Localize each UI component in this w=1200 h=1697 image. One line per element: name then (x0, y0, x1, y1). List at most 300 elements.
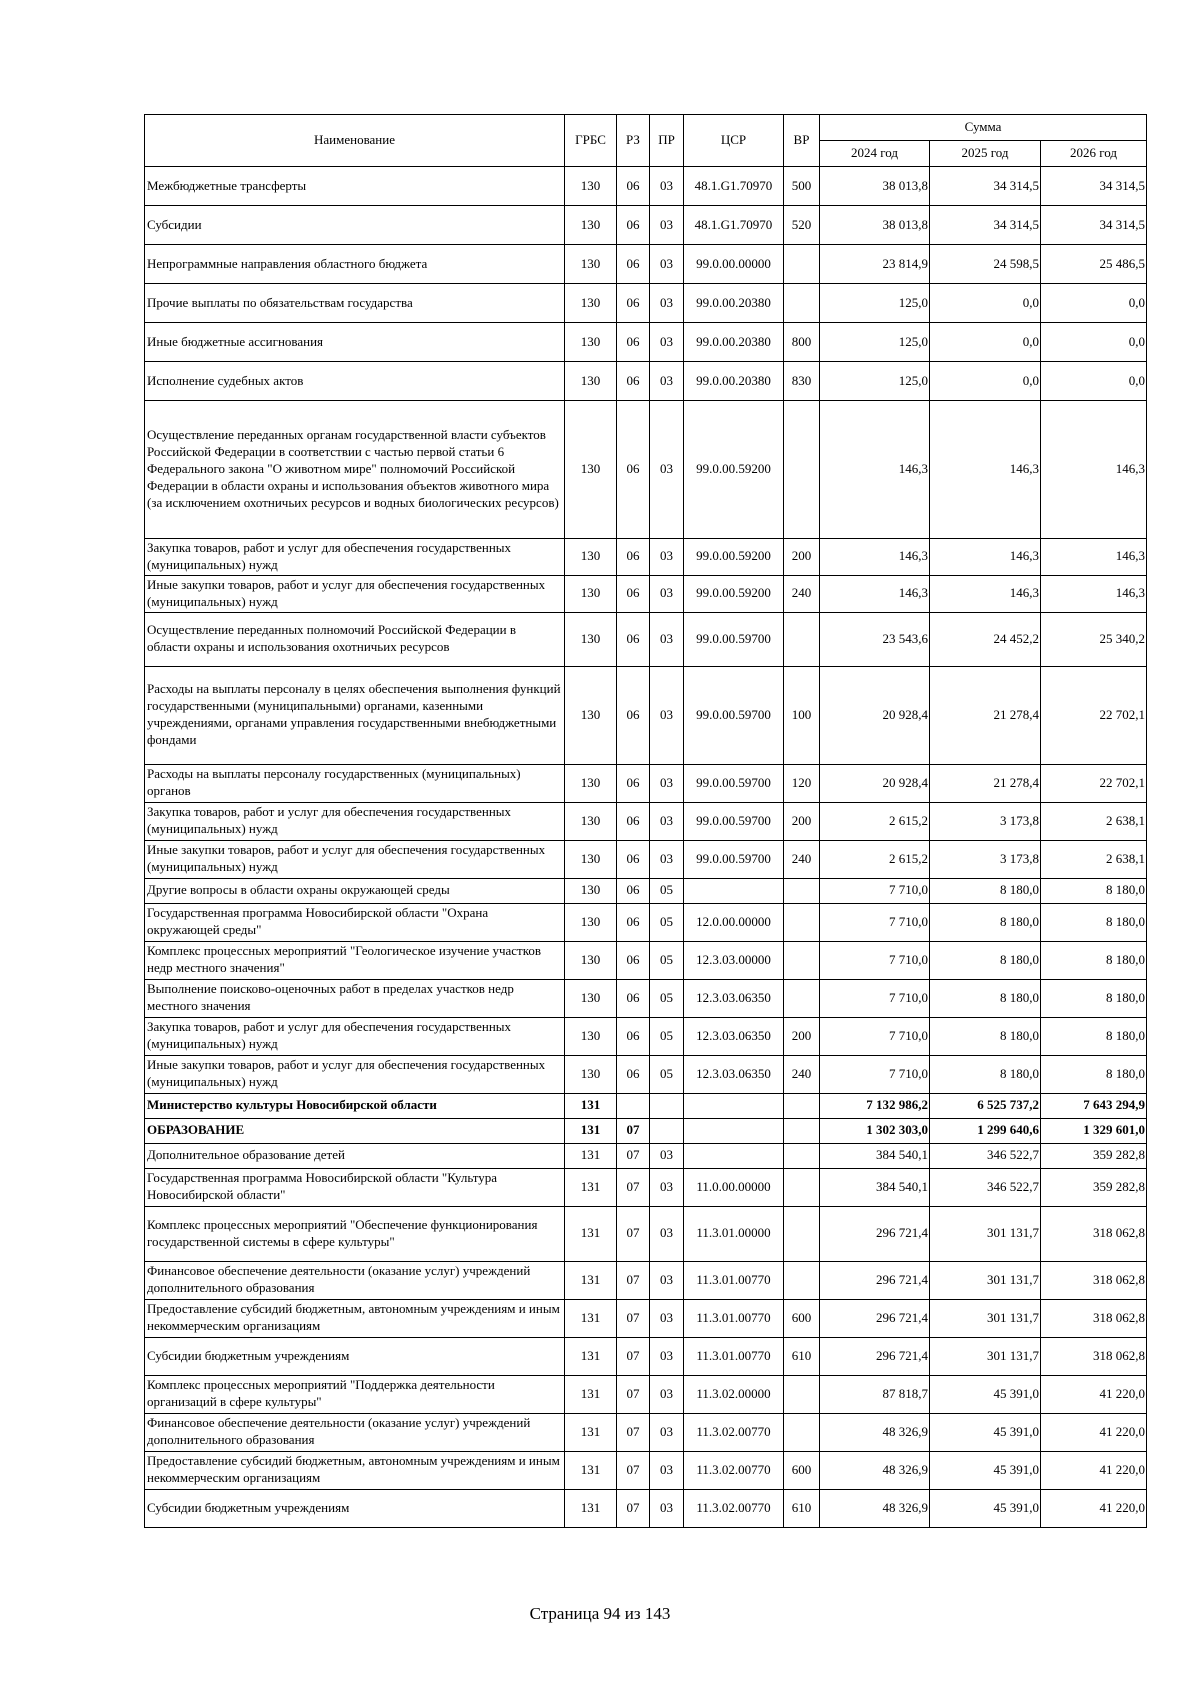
cell-csr: 99.0.00.20380 (684, 362, 784, 401)
cell-grbs: 130 (565, 802, 617, 840)
cell-y2025: 8 180,0 (930, 979, 1041, 1017)
table-row (145, 284, 1147, 323)
cell-csr: 99.0.00.59700 (684, 802, 784, 840)
cell-y2026: 22 702,1 (1041, 764, 1147, 802)
cell-vr: 500 (784, 167, 820, 206)
cell-y2024: 146,3 (820, 401, 930, 539)
cell-name: Субсидии (145, 206, 565, 245)
cell-name: Непрограммные направления областного бюджета (145, 245, 565, 284)
cell-y2024: 7 132 986,2 (820, 1093, 930, 1118)
table-row (145, 1261, 1147, 1299)
cell-name: Закупка товаров, работ и услуг для обеспечения государственных (муниципальных) нужд (145, 539, 565, 576)
cell-y2025: 8 180,0 (930, 1017, 1041, 1055)
cell-y2024: 7 710,0 (820, 903, 930, 941)
cell-y2026: 8 180,0 (1041, 878, 1147, 903)
cell-grbs: 130 (565, 167, 617, 206)
cell-rz (617, 1093, 650, 1118)
cell-csr: 11.3.02.00770 (684, 1451, 784, 1489)
cell-csr: 99.0.00.59700 (684, 840, 784, 878)
cell-rz: 06 (617, 802, 650, 840)
cell-vr (784, 1413, 820, 1451)
cell-pr: 03 (650, 802, 684, 840)
cell-grbs: 131 (565, 1337, 617, 1375)
cell-name: Предоставление субсидий бюджетным, автономным учреждениям и иным некоммерческим организациям (145, 1299, 565, 1337)
cell-y2024: 384 540,1 (820, 1143, 930, 1168)
cell-name: Предоставление субсидий бюджетным, автономным учреждениям и иным некоммерческим организациям (145, 1451, 565, 1489)
cell-y2024: 48 326,9 (820, 1451, 930, 1489)
cell-grbs: 130 (565, 840, 617, 878)
cell-rz: 06 (617, 401, 650, 539)
cell-grbs: 130 (565, 979, 617, 1017)
table-row (145, 878, 1147, 903)
cell-csr: 99.0.00.59700 (684, 612, 784, 666)
cell-y2026: 8 180,0 (1041, 941, 1147, 979)
cell-rz: 06 (617, 575, 650, 612)
cell-csr: 11.3.01.00770 (684, 1299, 784, 1337)
cell-rz: 06 (617, 206, 650, 245)
cell-y2024: 296 721,4 (820, 1261, 930, 1299)
cell-name: Выполнение поисково-оценочных работ в пределах участков недр местного значения (145, 979, 565, 1017)
header-year-2025: 2025 год (930, 141, 1041, 167)
table-row (145, 245, 1147, 284)
cell-csr: 11.0.00.00000 (684, 1168, 784, 1206)
cell-y2025: 3 173,8 (930, 840, 1041, 878)
cell-y2024: 7 710,0 (820, 1055, 930, 1093)
cell-y2026: 318 062,8 (1041, 1337, 1147, 1375)
cell-vr (784, 1118, 820, 1143)
cell-y2026: 0,0 (1041, 362, 1147, 401)
cell-y2024: 296 721,4 (820, 1299, 930, 1337)
cell-y2026: 359 282,8 (1041, 1143, 1147, 1168)
cell-y2025: 21 278,4 (930, 666, 1041, 764)
header-grbs: ГРБС (565, 115, 617, 167)
cell-csr: 99.0.00.59700 (684, 666, 784, 764)
cell-pr: 03 (650, 245, 684, 284)
table-row (145, 903, 1147, 941)
cell-csr: 11.3.02.00770 (684, 1489, 784, 1527)
cell-csr: 99.0.00.59700 (684, 764, 784, 802)
table-row (145, 1413, 1147, 1451)
cell-name: Иные бюджетные ассигнования (145, 323, 565, 362)
cell-csr: 12.3.03.06350 (684, 1055, 784, 1093)
cell-y2024: 296 721,4 (820, 1206, 930, 1261)
header-csr: ЦСР (684, 115, 784, 167)
table-row (145, 167, 1147, 206)
cell-y2024: 125,0 (820, 284, 930, 323)
cell-y2025: 3 173,8 (930, 802, 1041, 840)
cell-name: Комплекс процессных мероприятий "Геологическое изучение участков недр местного значения" (145, 941, 565, 979)
cell-rz: 07 (617, 1375, 650, 1413)
table-row (145, 1143, 1147, 1168)
cell-csr: 99.0.00.20380 (684, 323, 784, 362)
cell-vr: 600 (784, 1451, 820, 1489)
table-row (145, 1168, 1147, 1206)
cell-pr: 03 (650, 764, 684, 802)
cell-name: Иные закупки товаров, работ и услуг для обеспечения государственных (муниципальных) нужд (145, 840, 565, 878)
cell-pr (650, 1118, 684, 1143)
cell-pr: 03 (650, 206, 684, 245)
cell-rz: 06 (617, 284, 650, 323)
cell-vr: 200 (784, 539, 820, 576)
cell-rz: 06 (617, 612, 650, 666)
cell-vr: 100 (784, 666, 820, 764)
cell-pr: 05 (650, 903, 684, 941)
table-row (145, 666, 1147, 764)
cell-y2026: 34 314,5 (1041, 206, 1147, 245)
cell-pr: 03 (650, 1489, 684, 1527)
cell-vr: 240 (784, 1055, 820, 1093)
cell-y2024: 20 928,4 (820, 764, 930, 802)
cell-rz: 06 (617, 1017, 650, 1055)
cell-rz: 07 (617, 1413, 650, 1451)
cell-name: Расходы на выплаты персоналу государственных (муниципальных) органов (145, 764, 565, 802)
cell-grbs: 130 (565, 903, 617, 941)
cell-rz: 06 (617, 323, 650, 362)
cell-y2024: 296 721,4 (820, 1337, 930, 1375)
cell-rz: 07 (617, 1489, 650, 1527)
cell-grbs: 131 (565, 1489, 617, 1527)
cell-y2024: 7 710,0 (820, 1017, 930, 1055)
table-row (145, 206, 1147, 245)
cell-pr: 03 (650, 1261, 684, 1299)
cell-y2026: 25 486,5 (1041, 245, 1147, 284)
header-year-2024: 2024 год (820, 141, 930, 167)
cell-name: Закупка товаров, работ и услуг для обеспечения государственных (муниципальных) нужд (145, 1017, 565, 1055)
cell-rz: 06 (617, 1055, 650, 1093)
cell-name: Иные закупки товаров, работ и услуг для обеспечения государственных (муниципальных) нужд (145, 575, 565, 612)
page-number: Страница 94 из 143 (529, 1604, 671, 1623)
cell-pr: 03 (650, 575, 684, 612)
cell-y2026: 1 329 601,0 (1041, 1118, 1147, 1143)
cell-csr: 12.0.00.00000 (684, 903, 784, 941)
cell-y2026: 359 282,8 (1041, 1168, 1147, 1206)
cell-grbs: 131 (565, 1118, 617, 1143)
cell-vr (784, 1168, 820, 1206)
cell-y2025: 301 131,7 (930, 1299, 1041, 1337)
cell-y2025: 301 131,7 (930, 1337, 1041, 1375)
cell-y2026: 146,3 (1041, 401, 1147, 539)
cell-y2025: 301 131,7 (930, 1206, 1041, 1261)
cell-grbs: 130 (565, 612, 617, 666)
cell-vr: 240 (784, 840, 820, 878)
table-row (145, 941, 1147, 979)
cell-grbs: 130 (565, 941, 617, 979)
cell-name: Исполнение судебных актов (145, 362, 565, 401)
cell-pr: 03 (650, 284, 684, 323)
cell-y2024: 48 326,9 (820, 1413, 930, 1451)
cell-y2024: 23 543,6 (820, 612, 930, 666)
cell-vr (784, 1261, 820, 1299)
cell-name: Комплекс процессных мероприятий "Обеспечение функционирования государственной системы в сфере культуры" (145, 1206, 565, 1261)
cell-name: Субсидии бюджетным учреждениям (145, 1337, 565, 1375)
cell-grbs: 131 (565, 1299, 617, 1337)
table-row (145, 362, 1147, 401)
cell-grbs: 130 (565, 1017, 617, 1055)
cell-y2025: 0,0 (930, 284, 1041, 323)
table-row (145, 1206, 1147, 1261)
cell-pr: 03 (650, 1375, 684, 1413)
cell-y2025: 8 180,0 (930, 1055, 1041, 1093)
cell-pr: 05 (650, 1017, 684, 1055)
cell-csr: 12.3.03.00000 (684, 941, 784, 979)
cell-name: Комплекс процессных мероприятий "Поддержка деятельности организаций в сфере культуры" (145, 1375, 565, 1413)
cell-name: Межбюджетные трансферты (145, 167, 565, 206)
cell-name: Государственная программа Новосибирской области "Культура Новосибирской области" (145, 1168, 565, 1206)
cell-grbs: 131 (565, 1413, 617, 1451)
cell-grbs: 130 (565, 284, 617, 323)
cell-y2026: 318 062,8 (1041, 1206, 1147, 1261)
cell-name: Министерство культуры Новосибирской области (145, 1093, 565, 1118)
cell-y2024: 48 326,9 (820, 1489, 930, 1527)
cell-vr: 610 (784, 1337, 820, 1375)
cell-pr: 03 (650, 1299, 684, 1337)
cell-csr: 48.1.G1.70970 (684, 206, 784, 245)
cell-y2026: 8 180,0 (1041, 1055, 1147, 1093)
cell-rz: 06 (617, 903, 650, 941)
header-name: Наименование (145, 115, 565, 167)
table-row (145, 323, 1147, 362)
table-row (145, 401, 1147, 539)
cell-y2024: 125,0 (820, 362, 930, 401)
cell-grbs: 130 (565, 245, 617, 284)
cell-grbs: 131 (565, 1261, 617, 1299)
cell-pr: 03 (650, 362, 684, 401)
cell-y2025: 45 391,0 (930, 1489, 1041, 1527)
cell-csr: 11.3.02.00000 (684, 1375, 784, 1413)
cell-rz: 07 (617, 1118, 650, 1143)
cell-y2026: 8 180,0 (1041, 1017, 1147, 1055)
cell-y2026: 25 340,2 (1041, 612, 1147, 666)
cell-vr (784, 1206, 820, 1261)
cell-pr: 03 (650, 539, 684, 576)
cell-vr (784, 941, 820, 979)
cell-rz: 06 (617, 666, 650, 764)
cell-grbs: 130 (565, 323, 617, 362)
cell-pr: 03 (650, 1337, 684, 1375)
cell-grbs: 131 (565, 1206, 617, 1261)
cell-y2024: 146,3 (820, 575, 930, 612)
cell-name: Другие вопросы в области охраны окружающей среды (145, 878, 565, 903)
table-row (145, 1017, 1147, 1055)
table-row (145, 802, 1147, 840)
cell-y2024: 7 710,0 (820, 979, 930, 1017)
cell-y2024: 7 710,0 (820, 941, 930, 979)
cell-pr: 03 (650, 612, 684, 666)
cell-pr: 03 (650, 323, 684, 362)
cell-y2025: 6 525 737,2 (930, 1093, 1041, 1118)
cell-csr: 11.3.02.00770 (684, 1413, 784, 1451)
cell-y2026: 41 220,0 (1041, 1375, 1147, 1413)
cell-grbs: 130 (565, 764, 617, 802)
table-row (145, 840, 1147, 878)
cell-rz: 07 (617, 1206, 650, 1261)
cell-y2026: 2 638,1 (1041, 802, 1147, 840)
cell-vr: 830 (784, 362, 820, 401)
cell-rz: 06 (617, 979, 650, 1017)
cell-y2026: 2 638,1 (1041, 840, 1147, 878)
cell-grbs: 130 (565, 1055, 617, 1093)
cell-y2025: 34 314,5 (930, 206, 1041, 245)
cell-y2026: 22 702,1 (1041, 666, 1147, 764)
cell-y2026: 41 220,0 (1041, 1489, 1147, 1527)
cell-csr: 99.0.00.59200 (684, 401, 784, 539)
cell-name: Закупка товаров, работ и услуг для обеспечения государственных (муниципальных) нужд (145, 802, 565, 840)
cell-y2025: 24 598,5 (930, 245, 1041, 284)
cell-y2026: 146,3 (1041, 539, 1147, 576)
table-row (145, 1337, 1147, 1375)
cell-csr: 48.1.G1.70970 (684, 167, 784, 206)
cell-grbs: 130 (565, 362, 617, 401)
cell-vr (784, 878, 820, 903)
cell-rz: 06 (617, 840, 650, 878)
cell-csr: 11.3.01.00000 (684, 1206, 784, 1261)
table-row (145, 539, 1147, 576)
header-vr: ВР (784, 115, 820, 167)
cell-y2025: 45 391,0 (930, 1413, 1041, 1451)
cell-grbs: 131 (565, 1093, 617, 1118)
cell-vr (784, 1143, 820, 1168)
cell-y2024: 125,0 (820, 323, 930, 362)
cell-rz: 07 (617, 1337, 650, 1375)
cell-y2025: 1 299 640,6 (930, 1118, 1041, 1143)
cell-rz: 07 (617, 1299, 650, 1337)
cell-pr: 03 (650, 1206, 684, 1261)
cell-y2024: 2 615,2 (820, 840, 930, 878)
table-row (145, 575, 1147, 612)
cell-csr: 12.3.03.06350 (684, 979, 784, 1017)
cell-csr (684, 1143, 784, 1168)
cell-vr: 120 (784, 764, 820, 802)
table-row (145, 1299, 1147, 1337)
cell-grbs: 130 (565, 539, 617, 576)
cell-y2025: 8 180,0 (930, 903, 1041, 941)
cell-y2025: 346 522,7 (930, 1168, 1041, 1206)
cell-y2026: 34 314,5 (1041, 167, 1147, 206)
cell-rz: 06 (617, 764, 650, 802)
cell-y2026: 0,0 (1041, 323, 1147, 362)
cell-name: Финансовое обеспечение деятельности (оказание услуг) учреждений дополнительного образования (145, 1261, 565, 1299)
cell-grbs: 130 (565, 575, 617, 612)
cell-grbs: 131 (565, 1143, 617, 1168)
cell-csr: 99.0.00.59200 (684, 575, 784, 612)
cell-vr (784, 612, 820, 666)
cell-vr (784, 903, 820, 941)
cell-y2026: 318 062,8 (1041, 1261, 1147, 1299)
cell-y2024: 2 615,2 (820, 802, 930, 840)
cell-vr: 520 (784, 206, 820, 245)
budget-table (144, 114, 1147, 1528)
cell-name: Прочие выплаты по обязательствам государства (145, 284, 565, 323)
cell-vr: 600 (784, 1299, 820, 1337)
table-row (145, 764, 1147, 802)
cell-pr: 05 (650, 979, 684, 1017)
header-rz: РЗ (617, 115, 650, 167)
cell-grbs: 131 (565, 1375, 617, 1413)
cell-vr (784, 245, 820, 284)
cell-y2025: 146,3 (930, 575, 1041, 612)
cell-csr: 99.0.00.00000 (684, 245, 784, 284)
cell-y2025: 8 180,0 (930, 878, 1041, 903)
cell-rz: 06 (617, 167, 650, 206)
cell-vr (784, 1375, 820, 1413)
table-row (145, 979, 1147, 1017)
cell-y2025: 0,0 (930, 323, 1041, 362)
cell-name: Финансовое обеспечение деятельности (оказание услуг) учреждений дополнительного образования (145, 1413, 565, 1451)
cell-y2024: 384 540,1 (820, 1168, 930, 1206)
cell-grbs: 131 (565, 1451, 617, 1489)
cell-rz: 06 (617, 245, 650, 284)
cell-rz: 07 (617, 1261, 650, 1299)
cell-grbs: 130 (565, 206, 617, 245)
cell-y2024: 1 302 303,0 (820, 1118, 930, 1143)
table-row (145, 1489, 1147, 1527)
cell-name: Дополнительное образование детей (145, 1143, 565, 1168)
cell-y2026: 41 220,0 (1041, 1451, 1147, 1489)
header-year-2026: 2026 год (1041, 141, 1147, 167)
cell-name: Иные закупки товаров, работ и услуг для обеспечения государственных (муниципальных) нужд (145, 1055, 565, 1093)
cell-csr (684, 1093, 784, 1118)
cell-name: Субсидии бюджетным учреждениям (145, 1489, 565, 1527)
cell-y2025: 146,3 (930, 401, 1041, 539)
cell-vr: 200 (784, 802, 820, 840)
cell-y2025: 8 180,0 (930, 941, 1041, 979)
cell-y2025: 24 452,2 (930, 612, 1041, 666)
cell-pr: 03 (650, 1168, 684, 1206)
cell-vr (784, 401, 820, 539)
table-body (145, 167, 1147, 1528)
cell-y2025: 45 391,0 (930, 1451, 1041, 1489)
cell-y2024: 38 013,8 (820, 206, 930, 245)
cell-vr: 610 (784, 1489, 820, 1527)
cell-y2026: 8 180,0 (1041, 903, 1147, 941)
cell-y2025: 21 278,4 (930, 764, 1041, 802)
cell-name: Осуществление переданных полномочий Российской Федерации в области охраны и использования охотничьих ресурсов (145, 612, 565, 666)
cell-rz: 07 (617, 1143, 650, 1168)
cell-name: ОБРАЗОВАНИЕ (145, 1118, 565, 1143)
cell-y2025: 34 314,5 (930, 167, 1041, 206)
cell-y2025: 45 391,0 (930, 1375, 1041, 1413)
cell-y2026: 8 180,0 (1041, 979, 1147, 1017)
cell-pr: 03 (650, 167, 684, 206)
cell-pr: 03 (650, 666, 684, 764)
cell-y2024: 20 928,4 (820, 666, 930, 764)
cell-csr (684, 878, 784, 903)
cell-vr (784, 979, 820, 1017)
table-row (145, 1093, 1147, 1118)
cell-y2024: 87 818,7 (820, 1375, 930, 1413)
cell-vr: 200 (784, 1017, 820, 1055)
cell-vr (784, 1093, 820, 1118)
table-row (145, 1118, 1147, 1143)
cell-y2024: 146,3 (820, 539, 930, 576)
cell-name: Государственная программа Новосибирской области "Охрана окружающей среды" (145, 903, 565, 941)
cell-vr (784, 284, 820, 323)
cell-vr: 240 (784, 575, 820, 612)
cell-rz: 06 (617, 878, 650, 903)
cell-rz: 07 (617, 1168, 650, 1206)
cell-csr: 99.0.00.59200 (684, 539, 784, 576)
cell-y2026: 318 062,8 (1041, 1299, 1147, 1337)
cell-y2026: 7 643 294,9 (1041, 1093, 1147, 1118)
header-pr: ПР (650, 115, 684, 167)
cell-y2024: 23 814,9 (820, 245, 930, 284)
cell-y2025: 301 131,7 (930, 1261, 1041, 1299)
cell-grbs: 130 (565, 878, 617, 903)
cell-pr: 03 (650, 1143, 684, 1168)
cell-csr: 12.3.03.06350 (684, 1017, 784, 1055)
cell-pr: 03 (650, 1451, 684, 1489)
cell-name: Осуществление переданных органам государственной власти субъектов Российской Федерации в соответствии с частью первой статьи 6 Федерального закона "О животном мире" полномочий Российской Федерации в области охраны и использования объектов животного мира (за исключением охотничьих ресурсов и водных биологических ресурсов) (145, 401, 565, 539)
